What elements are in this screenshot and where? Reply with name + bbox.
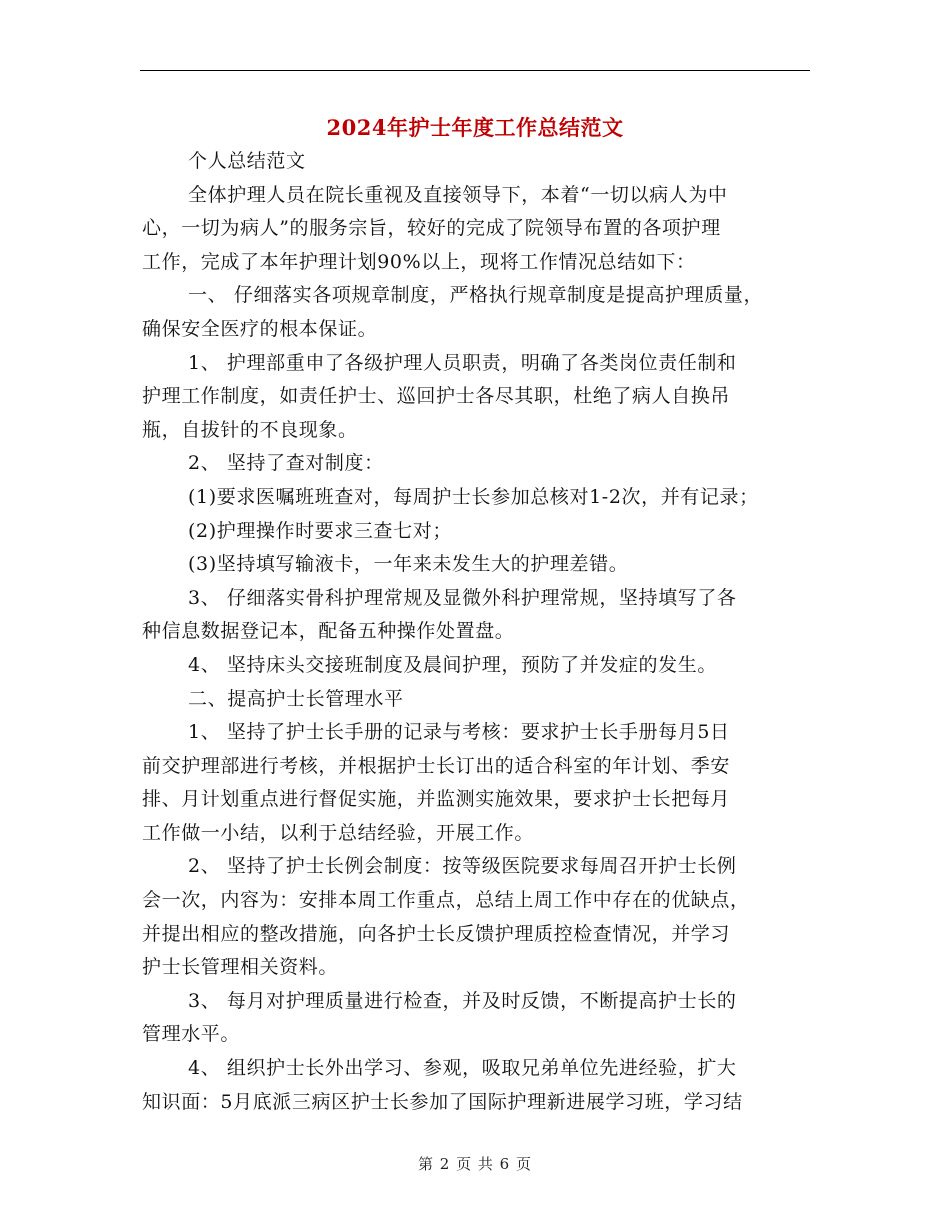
text-line: 排、月计划重点进行督促实施，并监测实施效果，要求护士长把每月 [142,788,731,811]
text-line: 护士长管理相关资料。 [142,956,339,979]
document-body [142,145,812,1119]
text-line: 2、 坚持了查对制度： [188,452,384,475]
text-line: 二、提高护士长管理水平 [188,687,404,710]
text-line: 瓶，自拔针的不良现象。 [142,418,358,441]
text-line: 3、 每月对护理质量进行检查，并及时反馈，不断提高护士长的 [188,989,737,1012]
text-line: 确保安全医疗的根本保证。 [142,317,378,340]
text-line: 一、 仔细落实各项规章制度，严格执行规章制度是提高护理质量， [188,284,764,307]
text-line: 会一次，内容为：安排本周工作重点，总结上周工作中存在的优缺点， [142,889,750,912]
text-line: 前交护理部进行考核，并根据护士长订出的适合科室的年计划、季安 [142,754,731,777]
text-line: 知识面：5月底派三病区护士长参加了国际护理新进展学习班，学习结 [142,1090,743,1113]
header-rule [140,70,810,71]
page-number: 第 2 页 共 6 页 [418,1155,532,1173]
text-line: 全体护理人员在院长重视及直接领导下，本着“一切以病人为中 [188,183,728,206]
text-line: 护理工作制度，如责任护士、巡回护士各尽其职，杜绝了病人自换吊 [142,385,731,408]
text-line: 2、 坚持了护士长例会制度：按等级医院要求每周召开护士长例 [188,855,737,878]
text-line: 心，一切为病人”的服务宗旨，较好的完成了院领导布置的各项护理 [142,217,721,240]
text-line: 并提出相应的整改措施，向各护士长反馈护理质控检查情况，并学习 [142,922,731,945]
text-line: 3、 仔细落实骨科护理常规及显微外科护理常规，坚持填写了各 [188,586,737,609]
text-line: 1、 护理部重申了各级护理人员职责，明确了各类岗位责任制和 [188,351,737,374]
document-title: 2024年护士年度工作总结范文 [326,115,624,140]
text-line: 工作做一小结，以利于总结经验，开展工作。 [142,821,535,844]
text-line: 工作，完成了本年护理计划90%以上，现将工作情况总结如下： [142,250,696,273]
text-line: (3)坚持填写输液卡，一年来未发生大的护理差错。 [188,553,629,576]
text-line: (2)护理操作时要求三查七对； [188,519,452,542]
text-line: 个人总结范文 [188,150,306,172]
text-line: 4、 组织护士长外出学习、参观，吸取兄弟单位先进经验，扩大 [188,1057,737,1080]
text-line: 1、 坚持了护士长手册的记录与考核：要求护士长手册每月5日 [188,721,730,744]
text-line: 管理水平。 [142,1023,241,1046]
text-line: 种信息数据登记本，配备五种操作处置盘。 [142,620,515,643]
text-line: 4、 坚持床头交接班制度及晨间护理，预防了并发症的发生。 [188,653,717,676]
text-line: (1)要求医嘱班班查对，每周护士长参加总核对1-2次，并有记录； [188,485,759,508]
